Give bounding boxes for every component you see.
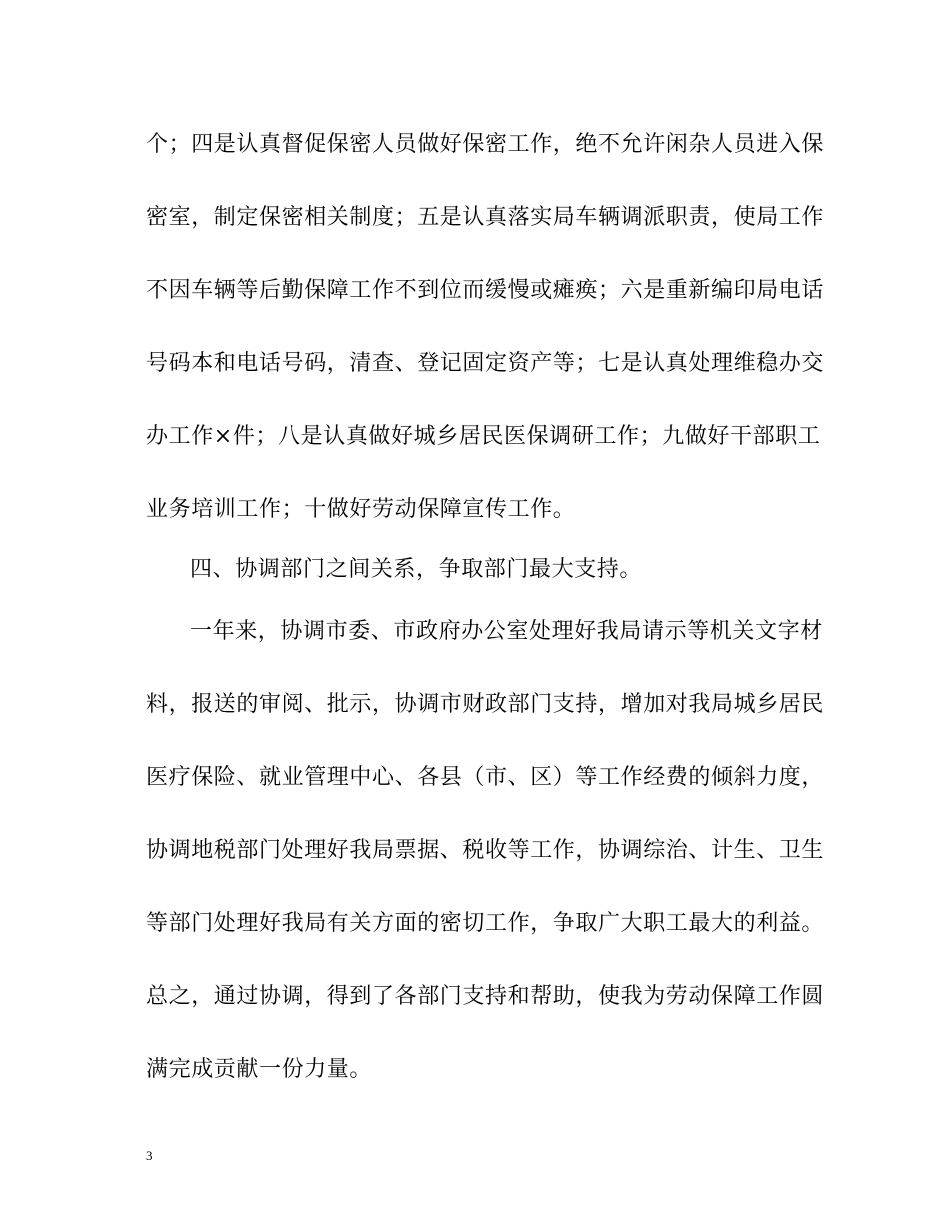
body-text-line: 不因车辆等后勤保障工作不到位而缓慢或瘫痪；六是重新编印局电话: [146, 278, 825, 303]
body-text-line: 业务培训工作；十做好劳动保障宣传工作。: [146, 497, 576, 522]
body-text-line: 总之，通过协调，得到了各部门支持和帮助，使我为劳动保障工作圆: [146, 984, 825, 1009]
body-text-line: 密室，制定保密相关制度；五是认真落实局车辆调派职责，使局工作: [146, 205, 825, 230]
section-heading: 四、协调部门之间关系，争取部门最大支持。: [190, 557, 643, 582]
body-text-line: 号码本和电话号码，清查、登记固定资产等；七是认真处理维稳办交: [146, 351, 825, 376]
body-text-line: 办工作×件；八是认真做好城乡居民医保调研工作；九做好干部职工: [146, 424, 821, 449]
paragraph-first-line: 一年来，协调市委、市政府办公室处理好我局请示等机关文字材: [190, 619, 823, 644]
body-text-line: 个；四是认真督促保密人员做好保密工作，绝不允许闲杂人员进入保: [146, 132, 825, 157]
page-number: 3: [146, 1148, 153, 1163]
body-text-line: 等部门处理好我局有关方面的密切工作，争取广大职工最大的利益。: [146, 911, 825, 936]
body-text-line: 满完成贡献一份力量。: [146, 1057, 373, 1082]
body-text-line: 医疗保险、就业管理中心、各县（市、区）等工作经费的倾斜力度，: [146, 765, 825, 790]
body-text-line: 料，报送的审阅、批示，协调市财政部门支持，增加对我局城乡居民: [146, 692, 825, 717]
body-text-line: 协调地税部门处理好我局票据、税收等工作，协调综治、计生、卫生: [146, 838, 825, 863]
